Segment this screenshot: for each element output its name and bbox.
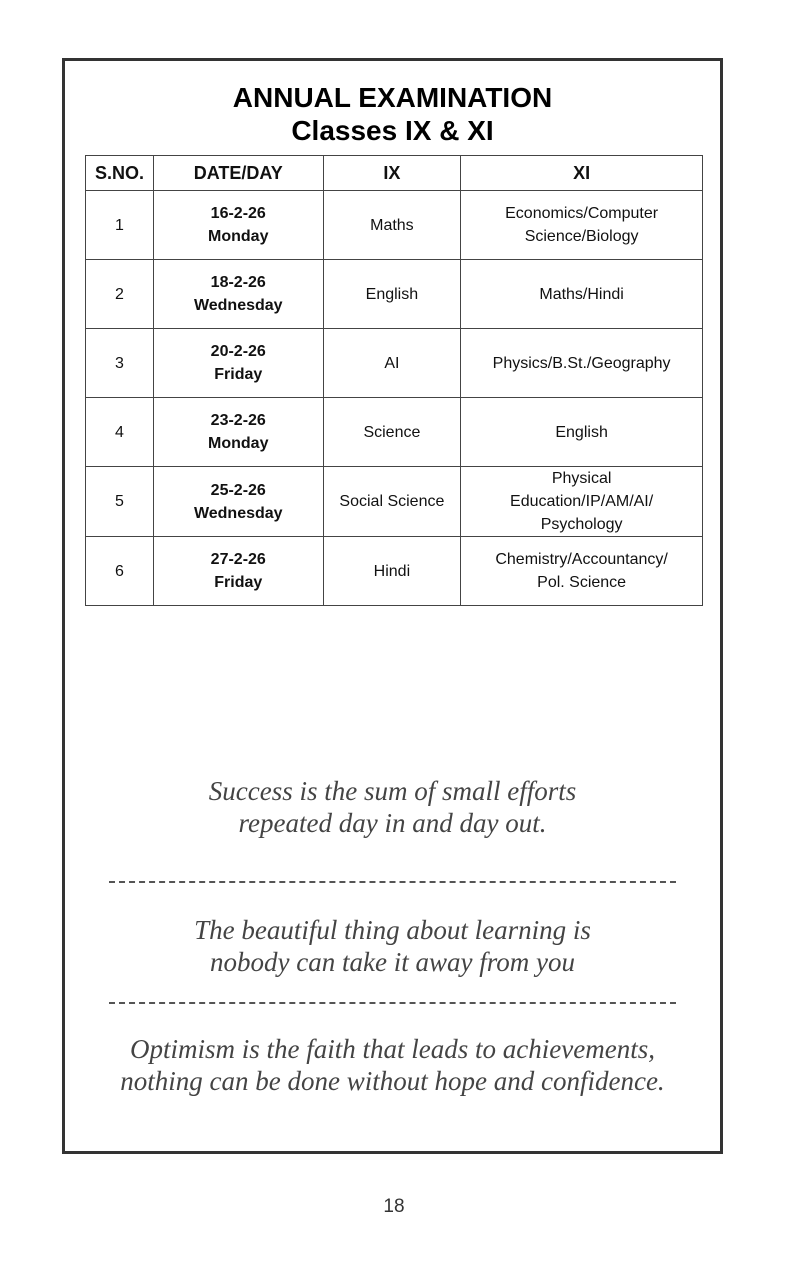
table-row <box>86 191 703 260</box>
cell-xi-line: English <box>555 423 608 441</box>
table-row <box>86 537 703 606</box>
exam-schedule-table <box>85 155 703 606</box>
cell-xi-subject <box>461 537 703 606</box>
quote-line: repeated day in and day out. <box>238 808 547 838</box>
table-row <box>86 329 703 398</box>
cell-sno: 5 <box>86 467 154 537</box>
cell-day: Friday <box>214 574 263 591</box>
quote-success <box>65 775 720 839</box>
cell-xi-line: Pol. Science <box>537 574 627 591</box>
cell-date-day <box>153 191 323 260</box>
exam-title-line1: ANNUAL EXAMINATION <box>232 82 553 113</box>
header-date-day: DATE/DAY <box>153 156 323 191</box>
dashed-divider <box>109 881 676 883</box>
cell-date: 27-2-26 <box>210 551 266 568</box>
cell-day: Monday <box>208 435 269 452</box>
quote-line: nobody can take it away from you <box>210 947 575 977</box>
page-number: 18 <box>383 1196 405 1217</box>
cell-day: Friday <box>214 366 263 383</box>
cell-xi-line: Education/IP/AM/AI/ <box>510 493 654 510</box>
cell-date-day <box>153 467 323 537</box>
cell-day: Wednesday <box>193 504 283 522</box>
cell-sno: 3 <box>86 329 154 398</box>
cell-date: 18-2-26 <box>210 274 266 291</box>
cell-ix-subject: Hindi <box>323 537 461 606</box>
cell-date: 25-2-26 <box>210 481 266 499</box>
cell-sno: 6 <box>86 537 154 606</box>
header-sno: S.NO. <box>86 156 154 191</box>
quote-line: Optimism is the faith that leads to achievements, <box>130 1034 655 1064</box>
quote-line: nothing can be done without hope and confidence. <box>120 1066 665 1096</box>
cell-ix-subject: Social Science <box>323 467 461 537</box>
cell-xi-subject <box>461 260 703 329</box>
table-row <box>86 398 703 467</box>
cell-date-day <box>153 537 323 606</box>
cell-day: Monday <box>208 228 269 245</box>
table-row <box>86 260 703 329</box>
cell-date: 23-2-26 <box>210 412 266 429</box>
header-class-ix: IX <box>323 156 461 191</box>
quote-optimism <box>65 1033 720 1097</box>
cell-xi-subject <box>461 398 703 467</box>
header-class-xi: XI <box>461 156 703 191</box>
cell-sno: 1 <box>86 191 154 260</box>
cell-date-day <box>153 398 323 467</box>
cell-date: 20-2-26 <box>210 343 266 360</box>
exam-title-line2: Classes IX & XI <box>291 115 494 146</box>
cell-xi-line: Science/Biology <box>524 228 639 245</box>
cell-sno: 2 <box>86 260 154 329</box>
cell-ix-subject: AI <box>323 329 461 398</box>
cell-xi-subject <box>461 329 703 398</box>
page-frame <box>62 58 723 1154</box>
quote-line: The beautiful thing about learning is <box>194 915 591 945</box>
cell-xi-line: Physical <box>551 470 612 487</box>
cell-date-day <box>153 260 323 329</box>
cell-xi-line: Economics/Computer <box>505 205 659 222</box>
table-header-row <box>86 156 703 191</box>
cell-xi-line: Maths/Hindi <box>539 285 624 303</box>
cell-xi-line: Psychology <box>540 516 623 533</box>
cell-xi-subject <box>461 467 703 537</box>
cell-xi-line: Physics/B.St./Geography <box>492 354 671 372</box>
cell-sno: 4 <box>86 398 154 467</box>
cell-date-day <box>153 329 323 398</box>
table-row <box>86 467 703 537</box>
cell-xi-subject <box>461 191 703 260</box>
cell-ix-subject: English <box>323 260 461 329</box>
cell-xi-line: Chemistry/Accountancy/ <box>495 551 668 568</box>
quote-learning <box>65 914 720 978</box>
quote-line: Success is the sum of small efforts <box>208 776 577 806</box>
cell-ix-subject: Science <box>323 398 461 467</box>
cell-ix-subject: Maths <box>323 191 461 260</box>
exam-title <box>65 81 720 147</box>
cell-date: 16-2-26 <box>210 205 266 222</box>
dashed-divider <box>109 1002 676 1004</box>
cell-day: Wednesday <box>193 297 283 314</box>
